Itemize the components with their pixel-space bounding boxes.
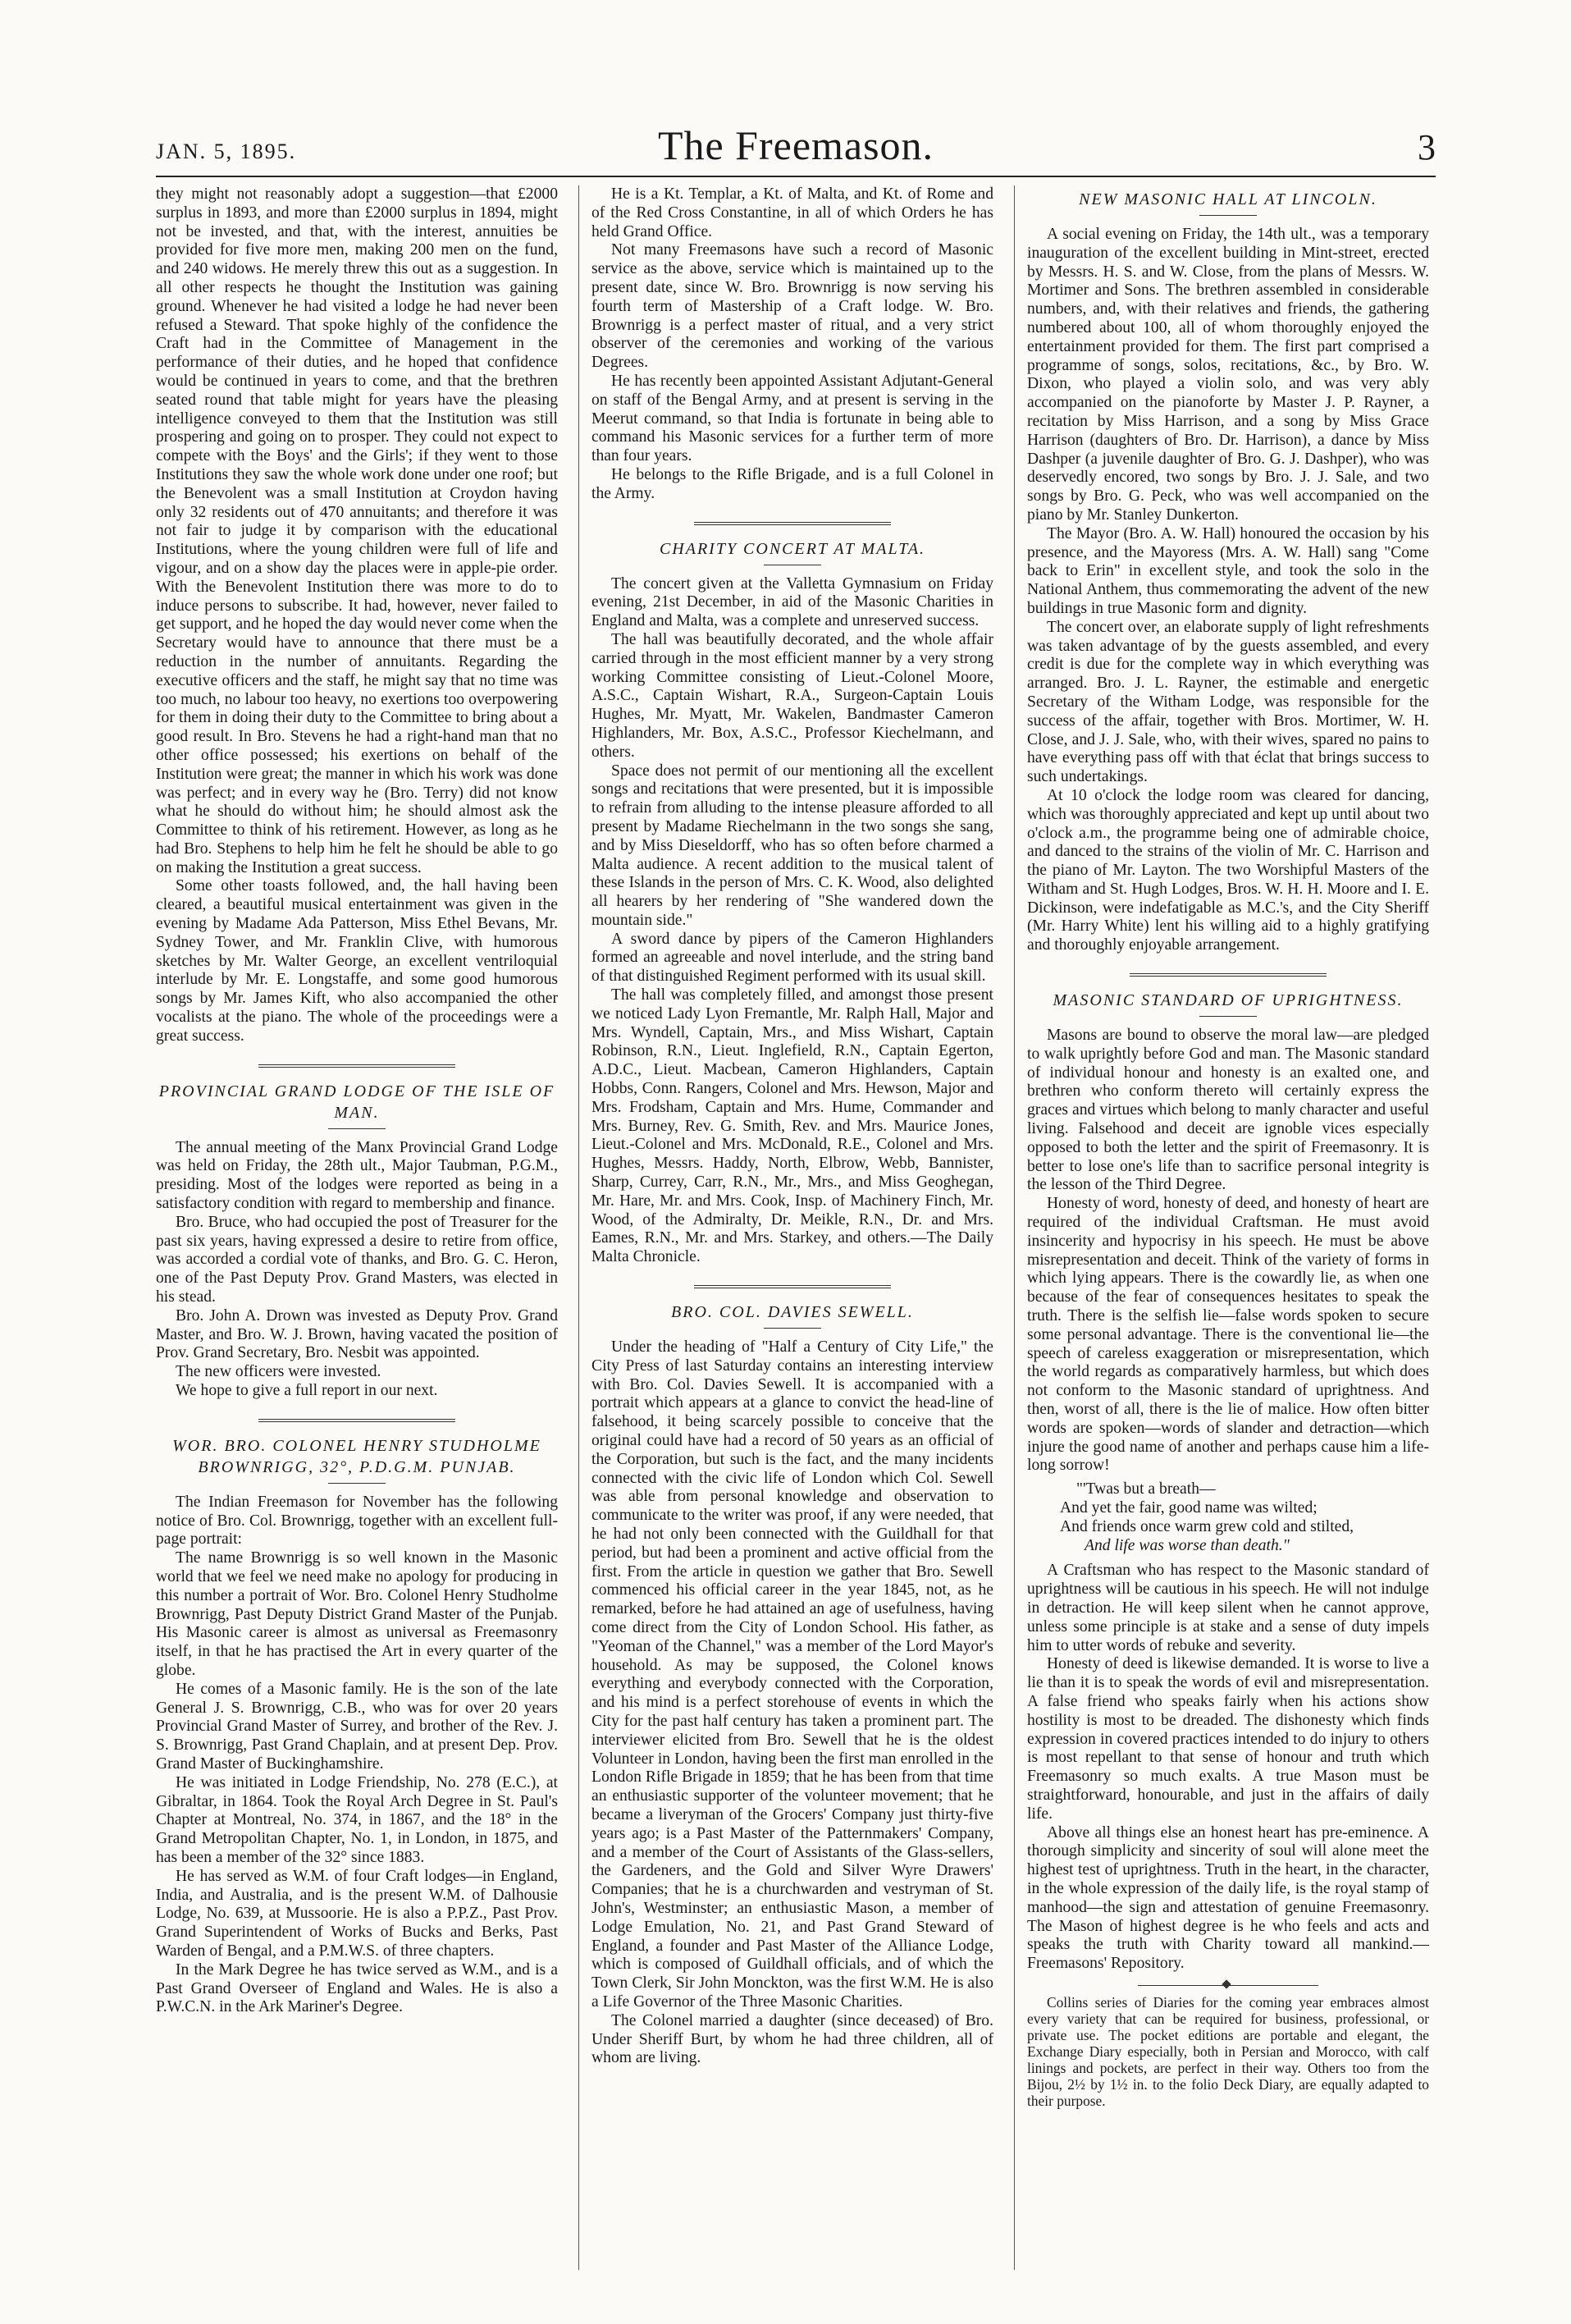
paragraph: A sword dance by pipers of the Cameron Highlanders formed an agreeable and novel interlude, and the string band of that distinguished Regiment performed with its usual skill. bbox=[591, 930, 993, 986]
paragraph: He comes of a Masonic family. He is the son of the late General J. S. Brownrigg, C.B., who was for over 20 years Provincial Grand Master of Surrey, and brother of the Rev. J. S. Brownrigg, Past Grand Chaplain, and at present Dep. Prov. Grand Master of Buckinghamshire. bbox=[156, 1680, 558, 1773]
masthead-rule bbox=[156, 176, 1436, 177]
article-heading: CHARITY CONCERT AT MALTA. bbox=[659, 539, 926, 558]
paragraph: The Indian Freemason for November has the following notice of Bro. Col. Brownrigg, together with an excellent full-page portrait: bbox=[156, 1493, 558, 1549]
section-rule bbox=[258, 1419, 455, 1422]
masthead bbox=[156, 121, 1436, 171]
paragraph: Bro. John A. Drown was invested as Deputy Prov. Grand Master, and Bro. W. J. Brown, having vacated the position of Prov. Grand Secretary, Bro. Nesbit was appointed. bbox=[156, 1306, 558, 1362]
article-heading: PROVINCIAL GRAND LODGE OF THE ISLE OF MAN. bbox=[158, 1082, 555, 1122]
paragraph: Collins series of Diaries for the coming year embraces almost every variety that can be required for business, professional, or private use. The pocket editions are portable and elegant, the Exchange Diary especially, both in Persian and Morocco, with calf linings and pockets, are perfect in their way. Others too from the Bijou, 2½ by 1½ in. to the folio Deck Diary, are equally adapted to their purpose. bbox=[1027, 1993, 1429, 2109]
paragraph: The new officers were invested. bbox=[176, 1363, 381, 1381]
article-heading: WOR. BRO. COLONEL HENRY STUDHOLME BROWNRIGG, 32°, P.D.G.M. PUNJAB. bbox=[172, 1436, 541, 1476]
paragraph: Bro. Bruce, who had occupied the post of Treasurer for the past six years, having expressed a desire to retire from office, was accorded a cordial vote of thanks, and Bro. G. C. Heron, one of the Past Deputy Prov. Grand Masters, was elected in his stead. bbox=[156, 1213, 558, 1306]
paragraph: He belongs to the Rifle Brigade, and is a full Colonel in the Army. bbox=[591, 465, 993, 502]
paragraph: Space does not permit of our mentioning all the excellent songs and recitations that were presented, but it is impossible to refrain from alluding to the intense pleasure afforded to all present by Madame Riechelmann in the two songs she sang, and by Miss Dieseldorff, who has so often before charmed a Malta audience. A recent addition to the musical talent of these Islands in the person of Mrs. C. K. Wood, also delighted all hearers by her rendering of "She wandered down the mountain side." bbox=[591, 762, 993, 929]
heading-rule bbox=[328, 1128, 386, 1129]
newspaper-title: The Freemason. bbox=[657, 122, 934, 168]
heading-rule bbox=[1199, 215, 1257, 216]
paragraph: Not many Freemasons have such a record of Masonic service as the above, service which is maintained up to the present date, since W. Bro. Brownrigg is now serving his fourth term of Mastership of a Craft lodge. W. Bro. Brownrigg is a perfect master of ritual, and a very strict observer of the ceremonies and working of the various Degrees. bbox=[591, 241, 993, 372]
paragraph: The annual meeting of the Manx Provincial Grand Lodge was held on Friday, the 28th ult., Major Taubman, P.G.M., presiding. Most of the lodges were reported as being in a satisfactory condition with regard to membership and finance. bbox=[156, 1138, 558, 1213]
paragraph: He has recently been appointed Assistant Adjutant-General on staff of the Bengal Army, and at present is serving in the Meerut command, so that India is fortunate in being able to command his Masonic services for a further term of more than four years. bbox=[591, 372, 993, 465]
paragraph: The hall was completely filled, and amongst those present we noticed Lady Lyon Fremantle, Mr. Ralph Hall, Major and Mrs. Wyndell, Captain, Mrs., and Miss Wishart, Captain Robinson, R.N., Lieut. Inglefield, R.N., Captain Egerton, A.D.C., Lieut. Macbean, Cameron Highlanders, Captain Hobbs, Conn. Rangers, Colonel and Mrs. Hewson, Major and Mrs. Frodsham, Captain and Mrs. Hume, Commander and Mrs. Burney, Rev. G. Smith, Rev. and Mrs. Maurice Jones, Lieut.-Colonel and Mrs. McDonald, R.E., Colonel and Mrs. Hughes, Messrs. Haddy, North, Elbrow, Webb, Bannister, Sharp, Currey, Carr, R.N., Mr., Mrs., and Miss Geoghegan, Mr. Hare, Mr. and Mrs. Cook, Insp. of Machinery Finch, Mr. Wood, of the Admiralty, Dr. Meikle, R.N., Dr. and Mrs. Eames, R.N., Mr. and Mrs. Starkey, and others.—The Daily Malta Chronicle. bbox=[591, 986, 993, 1266]
verse-line: And life was worse than death." bbox=[1085, 1536, 1290, 1554]
paragraph: At 10 o'clock the lodge room was cleared for dancing, which was thoroughly appreciated and kept up until about two o'clock a.m., the programme being one of admirable choice, and danced to the strains of the violin of Mr. C. Harrison and the piano of Mr. Layton. The two Worshipful Masters of the Witham and St. Hugh Lodges, Bros. W. H. H. Moore and I. E. Dickinson, were indefatigable as M.C.'s, and the City Sheriff (Mr. Harry White) lent his willing aid to a highly gratifying and thoroughly enjoyable arrangement. bbox=[1027, 786, 1429, 954]
ornament-rule bbox=[1138, 1985, 1318, 1986]
issue-date: JAN. 5, 1895. bbox=[156, 140, 297, 163]
paragraph: In the Mark Degree he has twice served as W.M., and is a Past Grand Overseer of England and Wales. He is also a P.W.C.N. in the Ark Mariner's Degree. bbox=[156, 1960, 558, 2016]
heading-rule bbox=[764, 1328, 821, 1329]
column-divider bbox=[578, 185, 579, 2270]
article-heading: BRO. COL. DAVIES SEWELL. bbox=[671, 1303, 914, 1322]
paragraph: Above all things else an honest heart has pre-eminence. A thorough simplicity and sincerity of soul will alone meet the highest test of uprightness. Truth in the heart, in the character, in the whole expression of the daily life, is the royal stamp of manhood—the sign and attestation of genuine Freemasonry. The Mason of highest degree is he who feels and acts and speaks the truth with Charity toward all mankind.—Freemasons' Repository. bbox=[1027, 1823, 1429, 1973]
column-divider bbox=[1014, 185, 1015, 2270]
paragraph: Some other toasts followed, and, the hall having been cleared, a beautiful musical entertainment was given in the evening by Madame Ada Patterson, Miss Ethel Bevans, Mr. Sydney Tower, and Mr. Franklin Clive, with humorous sketches by Mr. Walter George, an excellent ventriloquial interlude by Mr. E. Longstaffe, and some good humorous songs by Mr. James Kift, who also accompanied the other vocalists at the piano. The whole of the proceedings were a great success. bbox=[156, 877, 558, 1045]
column-2 bbox=[591, 185, 993, 2286]
paragraph: The Colonel married a daughter (since deceased) of Bro. Under Sheriff Burt, by whom he had three children, all of whom are living. bbox=[591, 2011, 993, 2067]
section-rule bbox=[694, 522, 891, 525]
heading-rule bbox=[1199, 1016, 1257, 1017]
paragraph: He has served as W.M. of four Craft lodges—in England, India, and Australia, and is the present W.M. of Dalhousie Lodge, No. 639, at Mussoorie. He is also a P.P.Z., Past Prov. Grand Superintendent of Works of Bucks and Berks, Past Warden of Bengal, and a P.M.W.S. of three chapters. bbox=[156, 1867, 558, 1960]
paragraph: A social evening on Friday, the 14th ult., was a temporary inauguration of the excellent building in Mint-street, erected by Messrs. H. S. and W. Close, from the plans of Messrs. W. Mortimer and Sons. The brethren assembled in considerable numbers, and, with their relatives and friends, the gathering numbered about 100, all of whom thoroughly enjoyed the entertainment provided for them. The first part comprised a programme of songs, solos, recitations, &c., by Bro. W. Dixon, who played a violin solo, and was very ably accompanied on the pianoforte by Master J. P. Rayner, a recitation by Miss Harrison, and a song by Miss Grace Harrison (daughters of Bro. Dr. Harrison), a dance by Miss Dashper (a juvenile daughter of Bro. G. J. Dashper), who was deservedly encored, two songs by Bro. J. J. Sale, and two songs by Bro. G. Peck, who was well accompanied on the piano by Mr. Stanley Dunkerton. bbox=[1027, 226, 1429, 524]
section-rule bbox=[258, 1064, 455, 1068]
paragraph: He was initiated in Lodge Friendship, No. 278 (E.C.), at Gibraltar, in 1864. Took the Royal Arch Degree in St. Paul's Chapter at Montreal, No. 374, in 1867, and the 18° in the Grand Metropolitan Chapter, No. 1, in London, in 1875, and has been a member of the 32° since 1883. bbox=[156, 1773, 558, 1866]
paragraph: We hope to give a full report in our next. bbox=[176, 1382, 438, 1400]
diamond-ornament-icon bbox=[1222, 1979, 1231, 1988]
page-number: 3 bbox=[1418, 127, 1436, 167]
paragraph: they might not reasonably adopt a suggestion—that £2000 surplus in 1893, and more than £2000 surplus in 1894, might not be invested, and that, with the interest, annuities be provided for five more men, making 200 men on the fund, and 240 widows. He merely threw this out as a suggestion. In all other respects he thought the Institution was gaining ground. Whenever he had visited a lodge he had never been refused a Steward. That spoke highly of the confidence the Craft had in the Committee of Management in the performance of their duties, and he hoped that confidence would be continued in years to come, and that the brethren seated round that table might for years have the pleasing intelligence conveyed to them that the Institution was still prospering and going on to prosper. They could not expect to compete with the Boys' and the Girls'; if they went to those Institutions they saw the whole work done under one roof; but the Benevolent was a small Institution at Croydon having only 32 residents out of 470 annuitants; and therefore it was not fair to judge it by comparison with the educational Institutions, where the young children were full of life and vigour, and on a show day the places were in apple-pie order. With the Benevolent Institution there was more to do to induce persons to subscribe. It had, however, never failed to get support, and he hoped the day would never come when the Secretary would have to announce that there must be a reduction in the number of annuitants. Regarding the executive officers and the staff, he might say that no time was too much, no labour too heavy, no exertions too overpowering for them in doing their duty to the Committee to bring about a good result. In Bro. Stevens he had a right-hand man that no other office possessed; his exertions on behalf of the Institution were great; the manner in which his work was done was perfect; and in every way he (Bro. Terry) did not know what he should do without him; he should almost ask the Committee to think of his retirement. However, as long as he had Bro. Stephens to help him he felt he should be able to go on making the Institution a great success. bbox=[156, 185, 558, 876]
column-1 bbox=[156, 185, 558, 2286]
article-heading: MASONIC STANDARD OF UPRIGHTNESS. bbox=[1053, 991, 1404, 1010]
heading-rule bbox=[328, 1483, 386, 1484]
paragraph: The concert given at the Valletta Gymnasium on Friday evening, 21st December, in aid of the Masonic Charities in England and Malta, was a complete and unreserved success. bbox=[591, 574, 993, 630]
paragraph: The concert over, an elaborate supply of light refreshments was taken advantage of by the guests assembled, and every credit is due for the complete way in which everything was arranged. Bro. J. L. Rayner, the estimable and energetic Secretary of the Witham Lodge, was responsible for the success of the affair, together with Bros. Mortimer, W. H. Close, and J. J. Sale, who, with their wives, spared no pains to have everything pass off with that éclat that brings success to such undertakings. bbox=[1027, 618, 1429, 786]
verse-quote bbox=[1027, 1480, 1429, 1555]
paragraph: The name Brownrigg is so well known in the Masonic world that we feel we need make no apology for producing in this number a portrait of Wor. Bro. Colonel Henry Studholme Brownrigg, Past Deputy District Grand Master of the Punjab. His Masonic career is almost as universal as Freemasonry itself, in that he has practised the Art in every quarter of the globe. bbox=[156, 1549, 558, 1679]
verse-line: And yet the fair, good name was wilted; bbox=[1060, 1499, 1318, 1517]
paragraph: He is a Kt. Templar, a Kt. of Malta, and Kt. of Rome and of the Red Cross Constantine, in all of which Orders he has held Grand Office. bbox=[591, 185, 993, 240]
paragraph: The hall was beautifully decorated, and the whole affair carried through in the most efficient manner by a very strong working Committee consisting of Lieut.-Colonel Moore, A.S.C., Captain Wishart, R.A., Surgeon-Captain Louis Hughes, Mr. Myatt, Mr. Wakelen, Bandmaster Cameron Highlanders, Mr. Box, A.S.C., Professor Kiechelmann, and others. bbox=[591, 630, 993, 761]
paragraph: Honesty of word, honesty of deed, and honesty of heart are required of the individual Craftsman. He must avoid insincerity and hypocrisy in his speech. He must be above misrepresentation and deceit. Think of the variety of forms in which lying appears. There is the cowardly lie, as when one because of the fear of consequences hesitates to speak the truth. There is the selfish lie—false words spoken to secure some personal advantage. There is the conventional lie—the speech of careless exaggeration or misrepresentation, which the world regards as comparatively harmless, but which does not conform to the Masonic standard of uprightness. And then, worst of all, there is the lie of malice. How often bitter words are spoken—words of slander and detraction—which injure the good name of another and perhaps cause him a life-long sorrow! bbox=[1027, 1195, 1429, 1475]
column-3 bbox=[1027, 185, 1429, 2286]
verse-line: "'Twas but a breath— bbox=[1076, 1480, 1216, 1498]
paragraph: Masons are bound to observe the moral law—are pledged to walk uprightly before God and man. The Masonic standard of individual honour and honesty is an exalted one, and brethren who conform thereto will certainly express the graces and virtues which belong to manly character and useful living. Falsehood and deceit are ignoble vices especially opposed to both the letter and the spirit of Freemasonry. It is better to lose one's life than to sacrifice personal integrity is the lesson of the Third Degree. bbox=[1027, 1027, 1429, 1194]
paragraph: Under the heading of "Half a Century of City Life," the City Press of last Saturday contains an interesting interview with Bro. Col. Davies Sewell. It is accompanied with a portrait which appears at a glance to convict the head-line of falsehood, it being scarcely possible to conceive that the original could have had a record of 50 years as an official of the Corporation, but such is the fact, and the many incidents connected with the civic life of London which Col. Sewell was able from personal knowledge and observation to communicate to the writer was proof, if any were needed, that he had not only been connected with the Guildhall for that period, but had been a prominent and active official from the first. From the article in question we gather that Bro. Sewell commenced his official career in the year 1845, not, as he remarked, before he had attained an age of usefulness, having come direct from the City of London School. His father, as "Yeoman of the Channel," was a member of the Lord Mayor's household. As may be supposed, the Colonel knows everything and everybody connected with the Corporation, and his mind is a perfect storehouse of events in which the City for the past half century has taken a prominent part. The interviewer elicited from Bro. Sewell that he is the oldest Volunteer in London, having been the first man enrolled in the London Rifle Brigade in 1859; that he has been from that time an enthusiastic supporter of the volunteer movement; that he became a liveryman of the Grocers' Company just thirty-five years ago; is a Past Master of the Patternmakers' Company, and a member of the Court of Assistants of the Glass-sellers, the Gardeners, and the Gold and Silver Wyre Drawers' Companies; that he is a churchwarden and vestryman of St. John's, Westminster; an enthusiastic Mason, a member of Lodge Emulation, No. 21, and Past Grand Steward of England, a founder and Past Master of the Alliance Lodge, which is composed of Guildhall officials, and of which the Town Clerk, Sir John Monckton, was the first W.M. He is also a Life Governor of the Three Masonic Charities. bbox=[591, 1338, 993, 2011]
section-rule bbox=[694, 1285, 891, 1288]
verse-line: And friends once warm grew cold and stilted, bbox=[1060, 1517, 1354, 1535]
paragraph: The Mayor (Bro. A. W. Hall) honoured the occasion by his presence, and the Mayoress (Mrs. A. W. Hall) sang "Come back to Erin" in excellent style, and took the solo in the National Anthem, thus commemorating the advent of the new buildings in true Masonic form and dignity. bbox=[1027, 524, 1429, 617]
section-rule bbox=[1130, 973, 1327, 977]
article-heading: NEW MASONIC HALL AT LINCOLN. bbox=[1079, 190, 1377, 208]
paragraph: A Craftsman who has respect to the Masonic standard of uprightness will be cautious in his speech. He will not indulge in detraction. He will keep silent when he cannot approve, unless some principle is at stake and a sense of duty impels him to utter words of rebuke and severity. bbox=[1027, 1562, 1429, 1654]
paragraph: Honesty of deed is likewise demanded. It is worse to live a lie than it is to speak the words of evil and misrepresentation. A false friend who speaks fairly when his actions show hostility is most to be dreaded. The dishonesty which finds expression in covered practices intended to do injury to others is most repellant to that sense of honour and truth which Freemasonry so much exalts. A true Mason must be straightforward, honourable, and just in the affairs of daily life. bbox=[1027, 1655, 1429, 1823]
